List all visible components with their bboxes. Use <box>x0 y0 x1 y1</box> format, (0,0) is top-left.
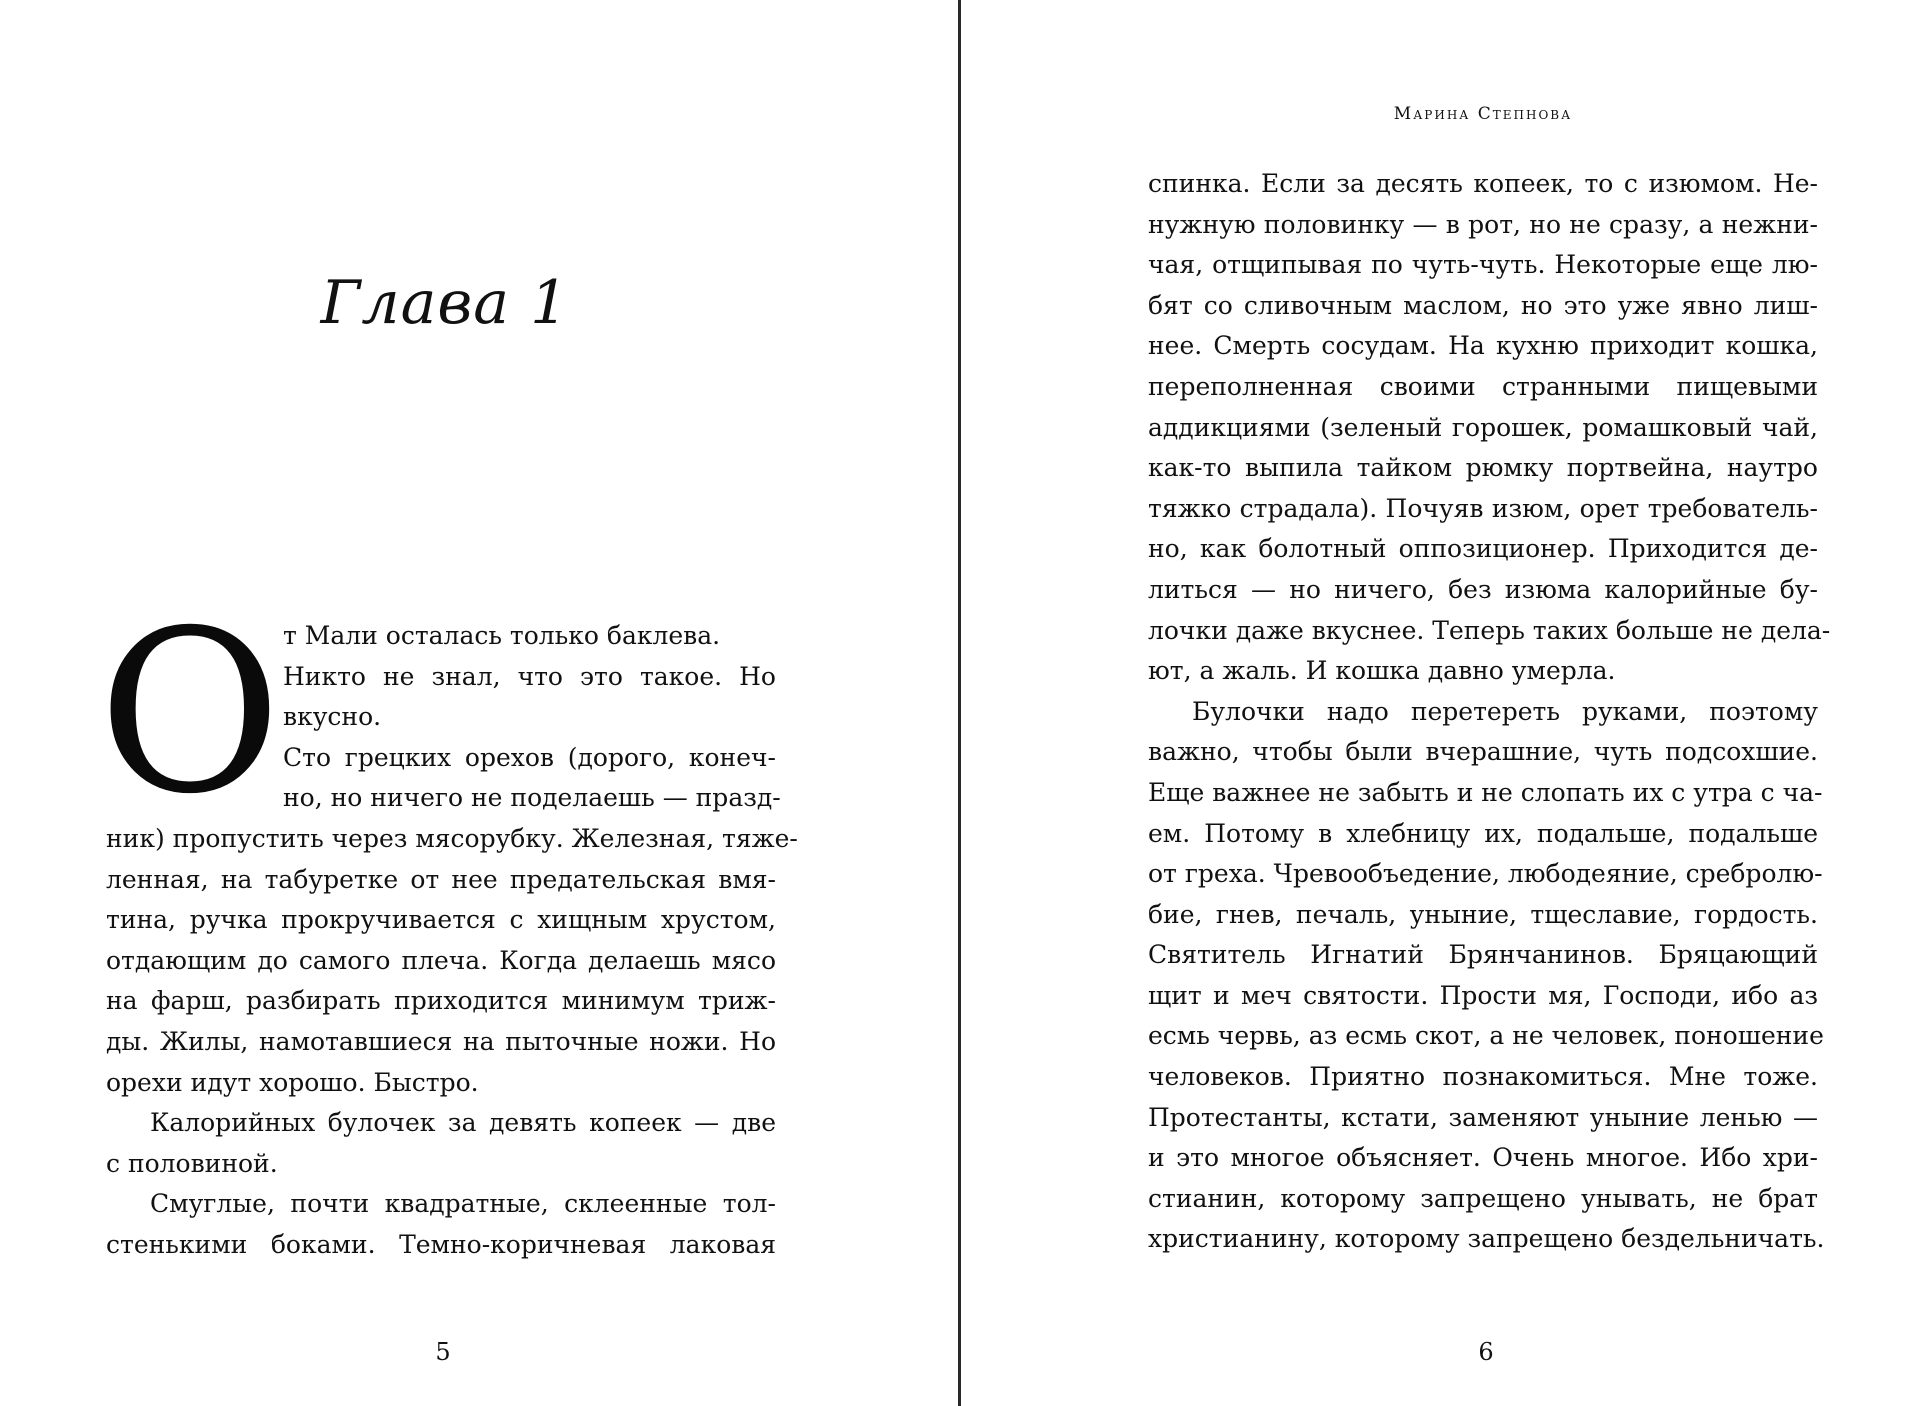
text-line: стенькими боками. Темно-коричневая лаковая <box>106 1229 776 1259</box>
text-line: переполненная своими странными пищевыми <box>1148 371 1818 401</box>
text-line: лочки даже вкуснее. Теперь таких больше не дела- <box>1148 615 1831 645</box>
text-line: ды. Жилы, намотавшиеся на пыточные ножи. Но <box>106 1026 776 1056</box>
text-line: бие, гнев, печаль, уныние, тщеславие, гордость. <box>1148 899 1818 929</box>
text-line: Святитель Игнатий Брянчанинов. Бряцающий <box>1148 940 1818 970</box>
right-page-body <box>1148 164 1831 1260</box>
text-line: ленная, на табуретке от нее предательская вмя- <box>106 864 776 894</box>
text-line: Протестанты, кстати, заменяют уныние ленью — <box>1148 1102 1818 1132</box>
first-paragraph <box>98 582 798 1103</box>
text-line: т Мали осталась только баклева. <box>283 621 721 650</box>
text-line: Калорийных булочек за девять копеек — две <box>150 1108 776 1138</box>
text-line: вкусно. <box>283 702 382 732</box>
text-line: Булочки надо перетереть руками, поэтому <box>1192 696 1818 726</box>
text-line: стианин, которому запрещено унывать, не брат <box>1148 1183 1818 1213</box>
text-line: Никто не знал, что это такое. Но <box>283 661 776 691</box>
text-line: орехи идут хорошо. Быстро. <box>106 1067 479 1097</box>
text-line: Сто грецких орехов (дорого, конеч- <box>283 742 776 772</box>
drop-cap: О <box>98 582 282 843</box>
running-head-author: Марина Степнова <box>1393 104 1573 124</box>
text-line: нужную половинку — в рот, но не сразу, а нежни- <box>1148 209 1818 239</box>
text-line: есмь червь, аз есмь скот, а не человек, поношение <box>1148 1021 1824 1051</box>
text-line: но, но ничего не поделаешь — празд- <box>283 783 781 813</box>
text-line: бят со сливочным маслом, но это уже явно лиш- <box>1148 290 1818 320</box>
text-line: тяжко страдала). Почуяв изюм, орет требователь- <box>1148 493 1818 523</box>
chapter-title: Глава 1 <box>320 268 570 338</box>
text-line: человеков. Приятно познакомиться. Мне тоже. <box>1148 1062 1818 1092</box>
right-page <box>961 0 1916 1406</box>
text-line: ник) пропустить через мясорубку. Железная, тяже- <box>106 823 798 853</box>
text-line: Смуглые, почти квадратные, склеенные тол- <box>150 1189 776 1219</box>
paragraph <box>106 1184 776 1265</box>
text-line: ют, а жаль. И кошка давно умерла. <box>1148 656 1616 686</box>
text-line: как-то выпила тайком рюмку портвейна, наутро <box>1148 453 1818 483</box>
page-number: 5 <box>435 1338 451 1366</box>
text-line: и это многое объясняет. Очень многое. Ибо хри- <box>1148 1143 1818 1173</box>
text-line: отдающим до самого плеча. Когда делаешь мясо <box>106 945 776 975</box>
paragraph <box>1148 164 1831 692</box>
text-line: Еще важнее не забыть и не слопать их с утра с ча- <box>1148 777 1823 807</box>
text-line: на фарш, разбирать приходится минимум триж- <box>106 986 776 1016</box>
text-line: чая, отщипывая по чуть-чуть. Некоторые еще лю- <box>1148 250 1818 280</box>
text-line: тина, ручка прокручивается с хищным хрустом, <box>106 905 776 935</box>
text-line: спинка. Если за десять копеек, то с изюмом. Не- <box>1148 169 1818 198</box>
text-line: важно, чтобы были вчерашние, чуть подсохшие. <box>1148 737 1818 767</box>
page-number: 6 <box>1478 1338 1494 1366</box>
paragraph <box>1148 692 1825 1260</box>
text-line: ем. Потому в хлебницу их, подальше, подальше <box>1148 818 1818 848</box>
paragraph <box>106 1103 776 1184</box>
text-line: нее. Смерть сосудам. На кухню приходит кошка, <box>1148 331 1818 361</box>
text-line: христианину, которому запрещено бездельничать. <box>1148 1224 1825 1254</box>
text-line: аддикциями (зеленый горошек, ромашковый чай, <box>1148 412 1818 442</box>
text-line: литься — но ничего, без изюма калорийные бу- <box>1148 574 1818 604</box>
text-line: но, как болотный оппозиционер. Приходится де- <box>1148 534 1818 564</box>
text-line: от греха. Чревообъедение, любодеяние, сребролю- <box>1148 859 1823 889</box>
left-page-body <box>98 582 798 1266</box>
text-line: с половиной. <box>106 1148 278 1178</box>
paragraph-continuation <box>106 819 798 1103</box>
text-line: щит и меч святости. Прости мя, Господи, ибо аз <box>1148 980 1818 1010</box>
